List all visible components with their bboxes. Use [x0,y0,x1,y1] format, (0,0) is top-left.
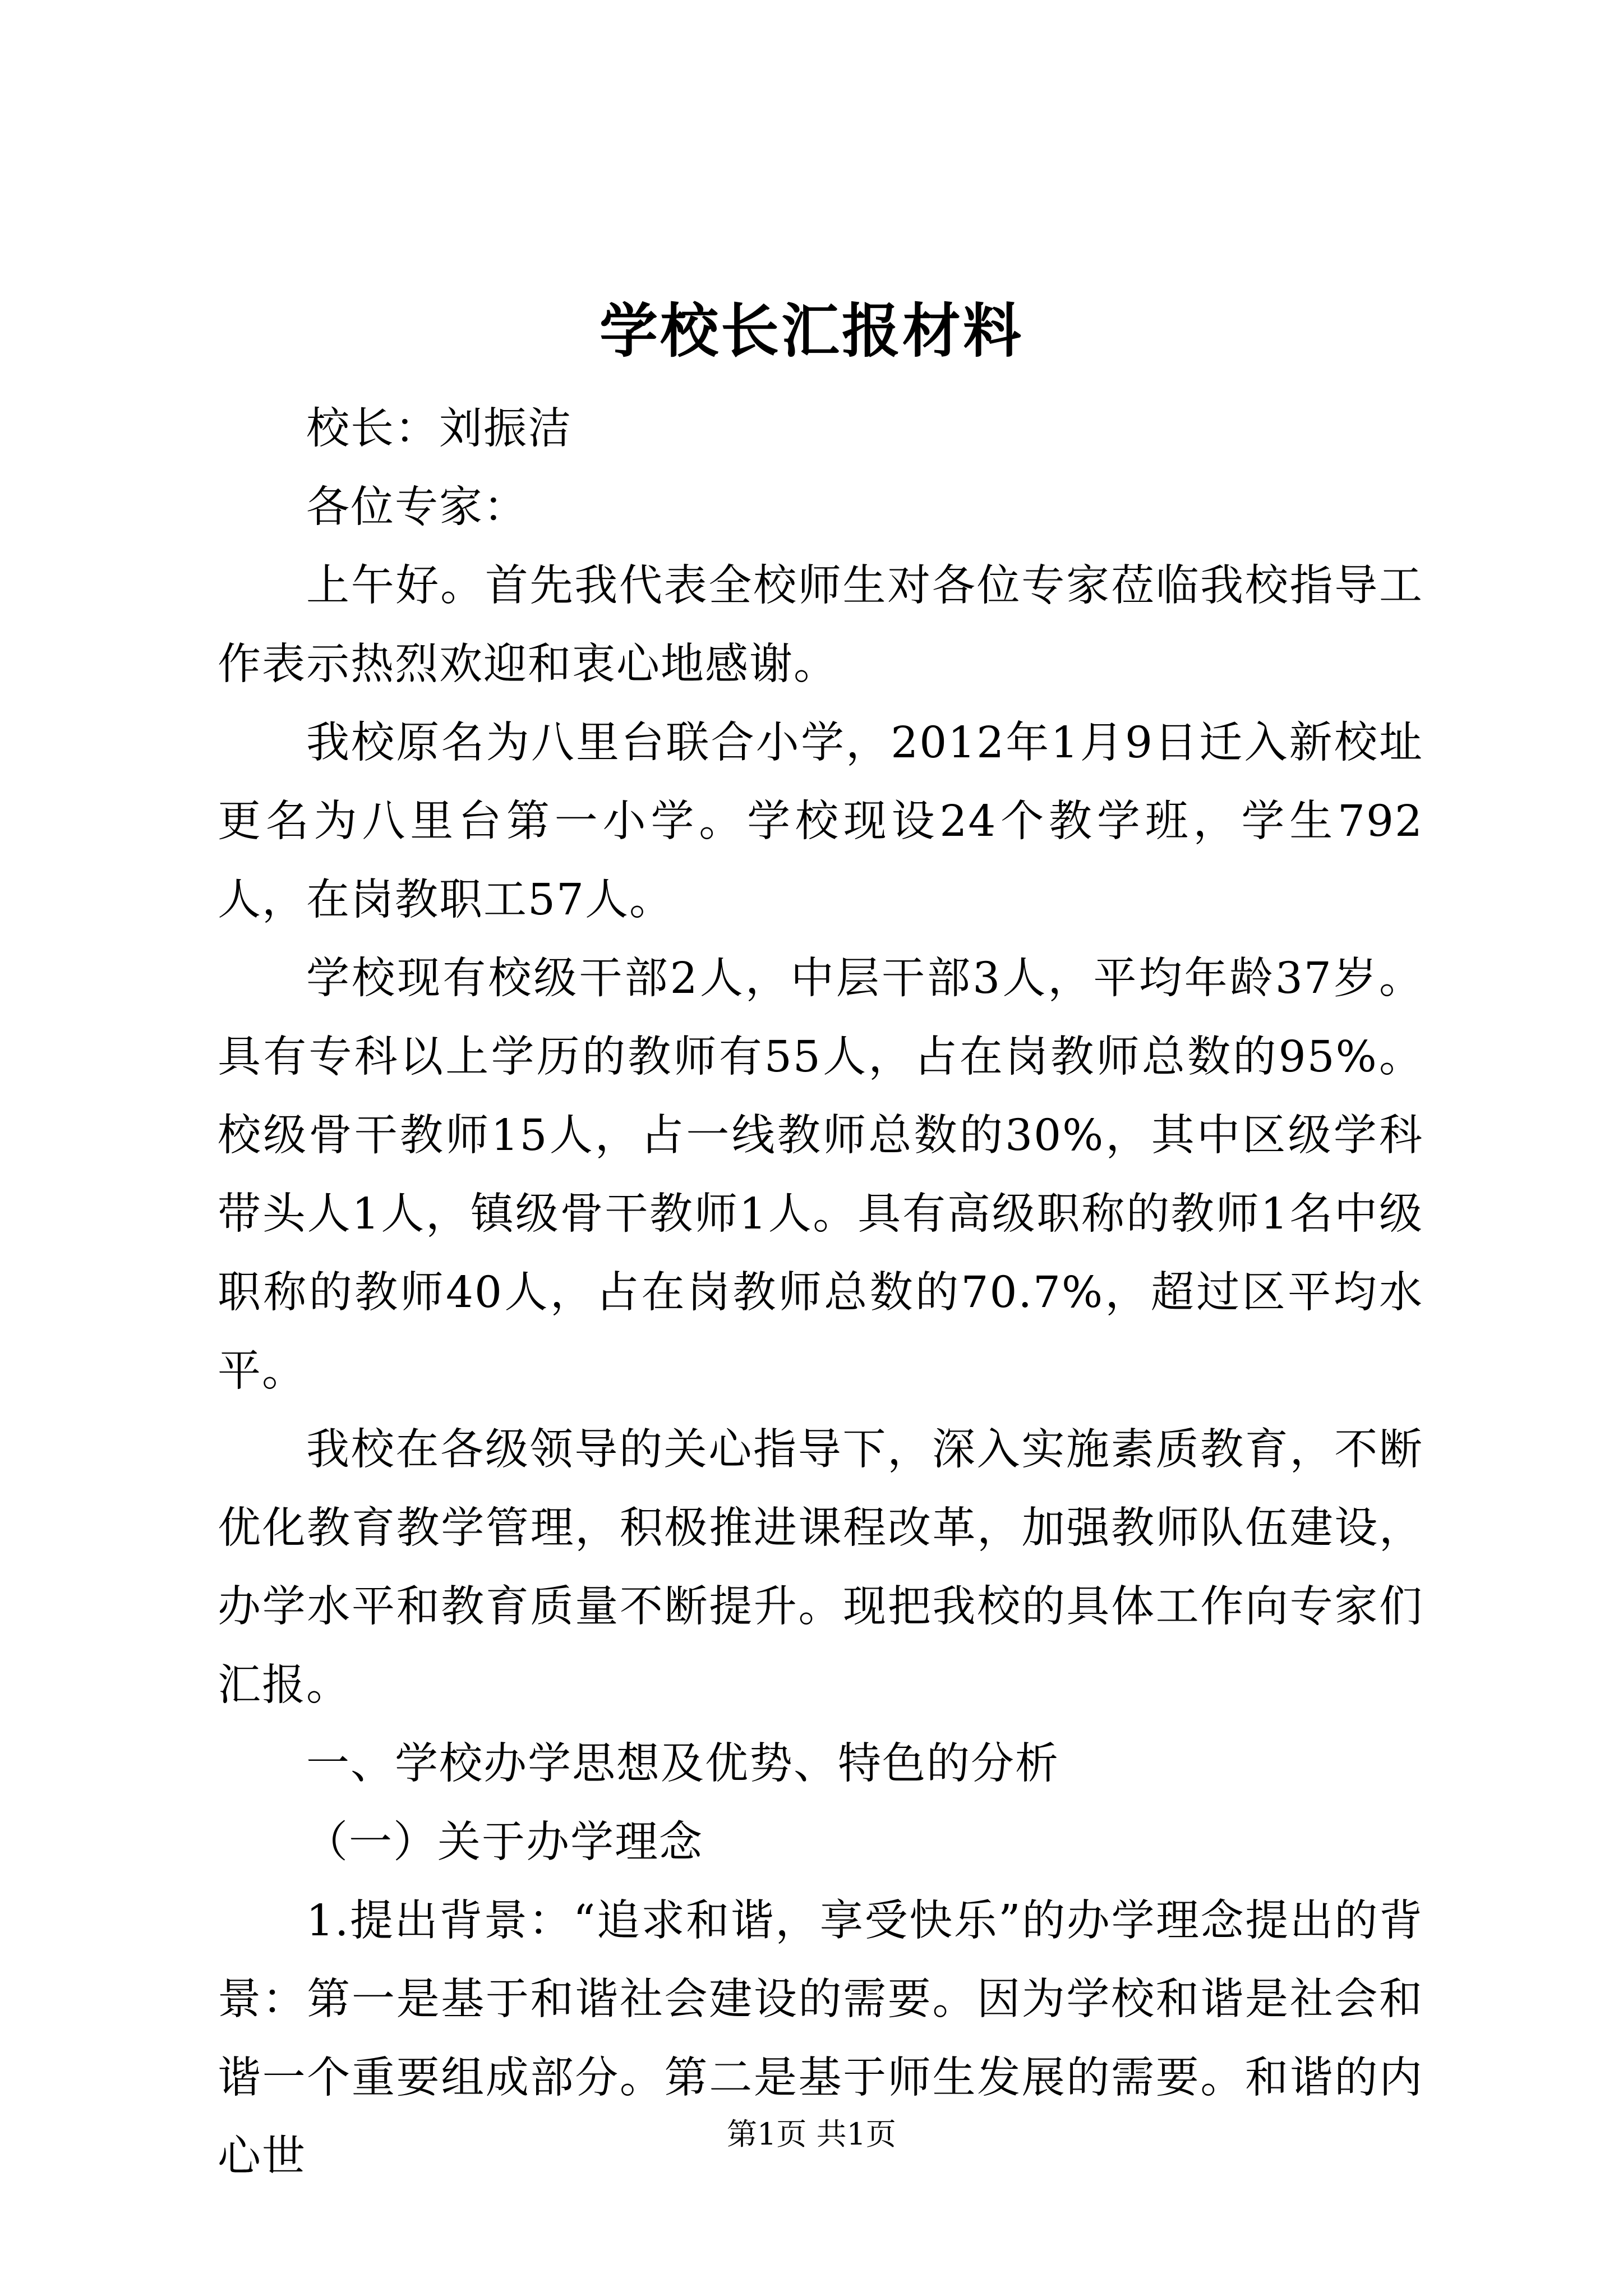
salutation: 各位专家： [306,482,528,532]
document-title: 学校长汇报材料 [599,296,1023,365]
paragraph-greeting: 上午好。首先我代表全校师生对各位专家莅临我校指导工作表示热烈欢迎和衷心地感谢。 [218,561,1423,689]
paragraph-background: 1.提出背景：“追求和谐，享受快乐”的办学理念提出的背景：第一是基于和谐社会建设的需要。因为学校和谐是社会和谐一个重要组成部分。第二是基于师生发展的需要。和谐的内心世 [218,1896,1423,2182]
paragraph-overview: 我校在各级领导的关心指导下，深入实施素质教育，不断优化教育教学管理，积极推进课程改革，加强教师队伍建设，办学水平和教育质量不断提升。现把我校的具体工作向专家们汇报。 [218,1425,1423,1710]
section-heading: 一、学校办学思想及优势、特色的分析 [306,1739,1059,1789]
page-footer: 第1页 共1页 [727,2116,896,2152]
subsection-heading: （一）关于办学理念 [305,1818,703,1867]
paragraph-school-history: 我校原名为八里台联合小学，2012年1月9日迁入新校址更名为八里台第一小学。学校现设24个教学班，学生792人，在岗教职工57人。 [218,718,1423,925]
document-body [218,390,1423,2196]
paragraph-staff: 学校现有校级干部2人，中层干部3人，平均年龄37岁。具有专科以上学历的教师有55人，占在岗教师总数的95%。校级骨干教师15人，占一线教师总数的30%，其中区级学科带头人1人，镇级骨干教师1人。具有高级职称的教师1名中级职称的教师40人，占在岗教师总数的70.7%，超过区平均水平。 [218,954,1423,1396]
principal-line: 校长：刘振洁 [306,404,572,454]
